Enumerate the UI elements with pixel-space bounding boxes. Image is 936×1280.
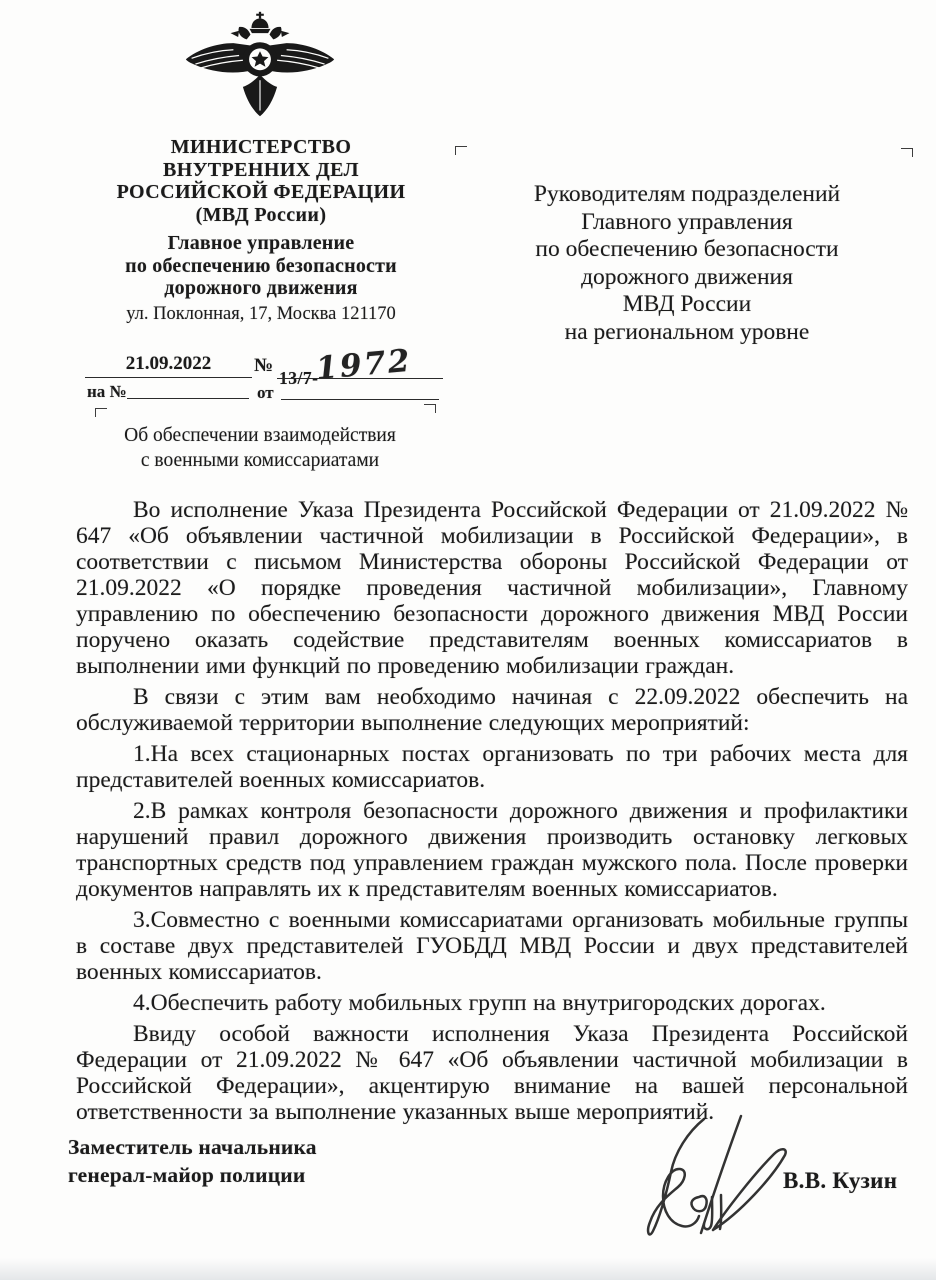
signer-post xyxy=(68,1134,317,1189)
reply-date-underline xyxy=(281,399,439,400)
signer-post-line: генерал-майор полиции xyxy=(68,1162,306,1187)
recipient-line: МВД России xyxy=(622,291,752,317)
handwritten-number: 1972 xyxy=(314,342,414,388)
document-number-printed: 13/7- xyxy=(279,368,319,388)
department-name xyxy=(85,232,437,300)
letterhead-line: МИНИСТЕРСТВО xyxy=(170,136,352,158)
body-paragraph: В связи с этим вам необходимо начиная с 22.09.2022 обеспечить на обслуживаемой территории выполнение следующих мероприятий: xyxy=(76,684,908,736)
subject-block xyxy=(85,423,435,473)
document-number xyxy=(279,342,415,392)
letterhead-line: ВНУТРЕННИХ ДЕЛ xyxy=(163,158,359,181)
letterhead-line: Главное управление xyxy=(167,232,355,254)
signer-post-line: Заместитель начальника xyxy=(68,1135,317,1159)
reply-number-underline xyxy=(127,398,249,399)
scan-edge-shadow xyxy=(0,1258,936,1280)
body-paragraph: Во исполнение Указа Президента Российской Федерации от 21.09.2022 № 647 «Об объявлении частичной мобилизации в Российской Федерации», в соответствии с письмом Министерства обороны Российской Федерации от 21.09.2022 «О порядке проведения частичной мобилизации», Главному управлению по обеспечению безопасности дорожного движения МВД России поручено оказать содействие представителям военных комиссариатов в выполнении ими функций по проведению мобилизации граждан. xyxy=(76,497,908,679)
letterhead-line: по обеспечению безопасности xyxy=(125,254,397,277)
number-sign: № xyxy=(254,355,274,376)
corner-mark-icon xyxy=(95,408,107,417)
recipient-line: Руководителям подразделений xyxy=(533,181,841,207)
body-paragraph: 3.Совместно с военными комиссариатами организовать мобильные группы в составе двух представителей ГУОБДД МВД России и двух представителей военных комиссариатов. xyxy=(76,907,908,985)
mvd-eagle-emblem-icon xyxy=(184,10,336,120)
body-paragraph: Ввиду особой важности исполнения Указа Президента Российской Федерации от 21.09.2022 № 647 «Об объявлении частичной мобилизации в Российской Федерации», акцентирую внимание на вашей персональной ответственности за выполнение указанных выше мероприятий. xyxy=(76,1021,908,1125)
letterhead-address: ул. Поклонная, 17, Москва 121170 xyxy=(126,303,396,324)
letterhead-line: РОССИЙСКОЙ ФЕДЕРАЦИИ xyxy=(116,181,406,203)
recipient-line: по обеспечению безопасности xyxy=(535,236,839,262)
letterhead-line: (МВД России) xyxy=(195,203,327,226)
subject-line: с военными комиссариатами xyxy=(140,450,380,471)
body-paragraph: 4.Обеспечить работу мобильных групп на внутригородских дорогах. xyxy=(133,990,826,1016)
recipient-line: Главного управления xyxy=(581,208,793,235)
document-body xyxy=(76,497,908,1130)
recipient-line: на региональном уровне xyxy=(564,318,810,345)
subject-line: Об обеспечении взаимодействия xyxy=(124,425,396,446)
document-date: 21.09.2022 xyxy=(125,353,212,374)
date-underline xyxy=(85,377,252,378)
recipient-line: дорожного движения xyxy=(581,263,793,290)
letterhead-line: дорожного движения xyxy=(164,277,358,299)
ministry-name xyxy=(85,136,437,226)
number-underline xyxy=(277,378,443,379)
corner-mark-icon xyxy=(455,146,467,155)
recipient-block xyxy=(463,181,911,346)
letterhead xyxy=(85,136,437,325)
body-paragraph: 1.На всех стационарных постах организовать по три рабочих места для представителей военных комиссариатов. xyxy=(76,741,908,793)
reply-from-label: от xyxy=(257,383,274,402)
corner-mark-icon xyxy=(901,148,913,157)
corner-mark-icon xyxy=(424,404,436,413)
reply-to-label: на № xyxy=(87,382,127,401)
body-paragraph: 2.В рамках контроля безопасности дорожного движения и профилактики нарушений правил дорожного движения производить остановку легковых транспортных средств под управлением граждан мужского пола. После проверки документов направлять их к представителям военных комиссариатов. xyxy=(76,798,908,902)
signer-name: В.В. Кузин xyxy=(783,1168,898,1193)
